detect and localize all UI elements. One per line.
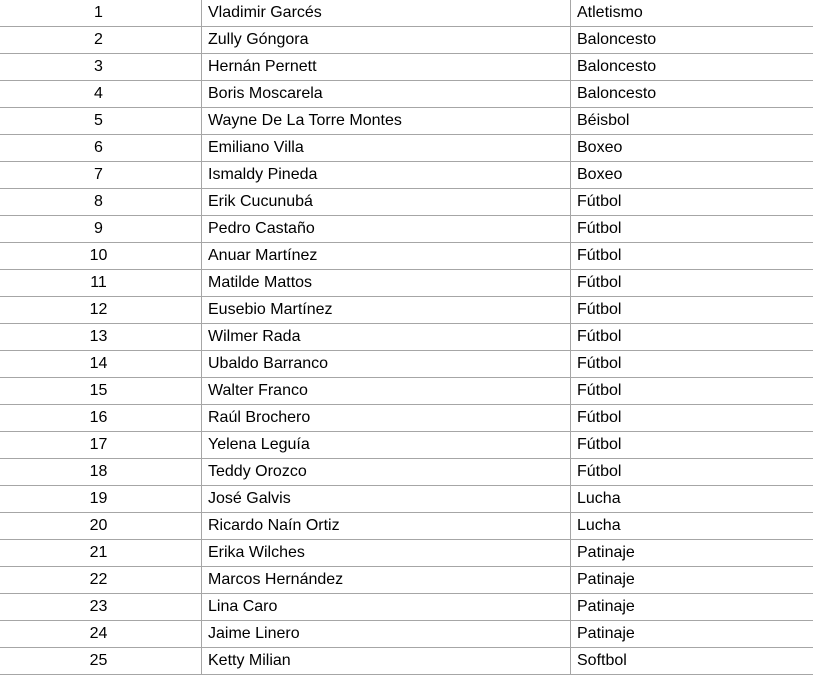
row-number-cell: 7 <box>0 162 202 189</box>
row-number-cell: 10 <box>0 243 202 270</box>
sport-cell: Boxeo <box>571 135 813 162</box>
row-number-cell: 11 <box>0 270 202 297</box>
athlete-name-cell: Boris Moscarela <box>202 81 571 108</box>
row-number-cell: 21 <box>0 540 202 567</box>
sport-cell: Fútbol <box>571 297 813 324</box>
athlete-name-cell: Walter Franco <box>202 378 571 405</box>
sport-cell: Fútbol <box>571 378 813 405</box>
sport-cell: Fútbol <box>571 243 813 270</box>
row-number-cell: 23 <box>0 594 202 621</box>
athlete-name-cell: Teddy Orozco <box>202 459 571 486</box>
sport-cell: Atletismo <box>571 0 813 27</box>
row-number-cell: 18 <box>0 459 202 486</box>
table-row <box>0 513 813 540</box>
table-row <box>0 135 813 162</box>
sport-cell: Fútbol <box>571 324 813 351</box>
sport-cell: Baloncesto <box>571 54 813 81</box>
sport-cell: Patinaje <box>571 594 813 621</box>
row-number-cell: 24 <box>0 621 202 648</box>
sport-cell: Baloncesto <box>571 81 813 108</box>
table-row <box>0 648 813 675</box>
sport-cell: Fútbol <box>571 432 813 459</box>
athlete-name-cell: Yelena Leguía <box>202 432 571 459</box>
table-row <box>0 459 813 486</box>
row-number-cell: 22 <box>0 567 202 594</box>
table-row <box>0 594 813 621</box>
sport-cell: Patinaje <box>571 567 813 594</box>
table-row <box>0 216 813 243</box>
table-row <box>0 486 813 513</box>
sport-cell: Softbol <box>571 648 813 675</box>
athlete-name-cell: Matilde Mattos <box>202 270 571 297</box>
athlete-name-cell: Emiliano Villa <box>202 135 571 162</box>
athlete-name-cell: Marcos Hernández <box>202 567 571 594</box>
row-number-cell: 4 <box>0 81 202 108</box>
athlete-name-cell: Zully Góngora <box>202 27 571 54</box>
athlete-name-cell: Pedro Castaño <box>202 216 571 243</box>
athlete-name-cell: Jaime Linero <box>202 621 571 648</box>
row-number-cell: 5 <box>0 108 202 135</box>
table-row <box>0 351 813 378</box>
table-row <box>0 405 813 432</box>
table-row <box>0 108 813 135</box>
sport-cell: Fútbol <box>571 189 813 216</box>
row-number-cell: 25 <box>0 648 202 675</box>
athlete-name-cell: Anuar Martínez <box>202 243 571 270</box>
athlete-name-cell: Lina Caro <box>202 594 571 621</box>
table-row <box>0 189 813 216</box>
table-row <box>0 0 813 27</box>
row-number-cell: 2 <box>0 27 202 54</box>
athlete-name-cell: Raúl Brochero <box>202 405 571 432</box>
row-number-cell: 19 <box>0 486 202 513</box>
sport-cell: Lucha <box>571 486 813 513</box>
row-number-cell: 17 <box>0 432 202 459</box>
row-number-cell: 6 <box>0 135 202 162</box>
row-number-cell: 13 <box>0 324 202 351</box>
table-row <box>0 297 813 324</box>
sport-cell: Boxeo <box>571 162 813 189</box>
athlete-name-cell: Ismaldy Pineda <box>202 162 571 189</box>
athlete-name-cell: Wayne De La Torre Montes <box>202 108 571 135</box>
sport-cell: Fútbol <box>571 216 813 243</box>
sport-cell: Béisbol <box>571 108 813 135</box>
athlete-name-cell: Wilmer Rada <box>202 324 571 351</box>
table-row <box>0 162 813 189</box>
row-number-cell: 1 <box>0 0 202 27</box>
athlete-name-cell: José Galvis <box>202 486 571 513</box>
row-number-cell: 16 <box>0 405 202 432</box>
athlete-name-cell: Ricardo Naín Ortiz <box>202 513 571 540</box>
table-row <box>0 567 813 594</box>
sport-cell: Fútbol <box>571 270 813 297</box>
athlete-name-cell: Vladimir Garcés <box>202 0 571 27</box>
row-number-cell: 3 <box>0 54 202 81</box>
sport-cell: Patinaje <box>571 621 813 648</box>
table-row <box>0 27 813 54</box>
table-row <box>0 432 813 459</box>
sport-cell: Patinaje <box>571 540 813 567</box>
row-number-cell: 14 <box>0 351 202 378</box>
table-row <box>0 621 813 648</box>
table-row <box>0 81 813 108</box>
table-row <box>0 270 813 297</box>
row-number-cell: 20 <box>0 513 202 540</box>
athlete-name-cell: Ketty Milian <box>202 648 571 675</box>
athlete-name-cell: Eusebio Martínez <box>202 297 571 324</box>
sport-cell: Baloncesto <box>571 27 813 54</box>
table-row <box>0 540 813 567</box>
row-number-cell: 15 <box>0 378 202 405</box>
table-row <box>0 378 813 405</box>
sport-cell: Lucha <box>571 513 813 540</box>
sport-cell: Fútbol <box>571 405 813 432</box>
athlete-name-cell: Hernán Pernett <box>202 54 571 81</box>
athlete-name-cell: Erika Wilches <box>202 540 571 567</box>
table-row <box>0 54 813 81</box>
sport-cell: Fútbol <box>571 351 813 378</box>
row-number-cell: 8 <box>0 189 202 216</box>
sport-cell: Fútbol <box>571 459 813 486</box>
row-number-cell: 12 <box>0 297 202 324</box>
athlete-name-cell: Ubaldo Barranco <box>202 351 571 378</box>
athlete-name-cell: Erik Cucunubá <box>202 189 571 216</box>
row-number-cell: 9 <box>0 216 202 243</box>
table-row <box>0 324 813 351</box>
table-row <box>0 243 813 270</box>
